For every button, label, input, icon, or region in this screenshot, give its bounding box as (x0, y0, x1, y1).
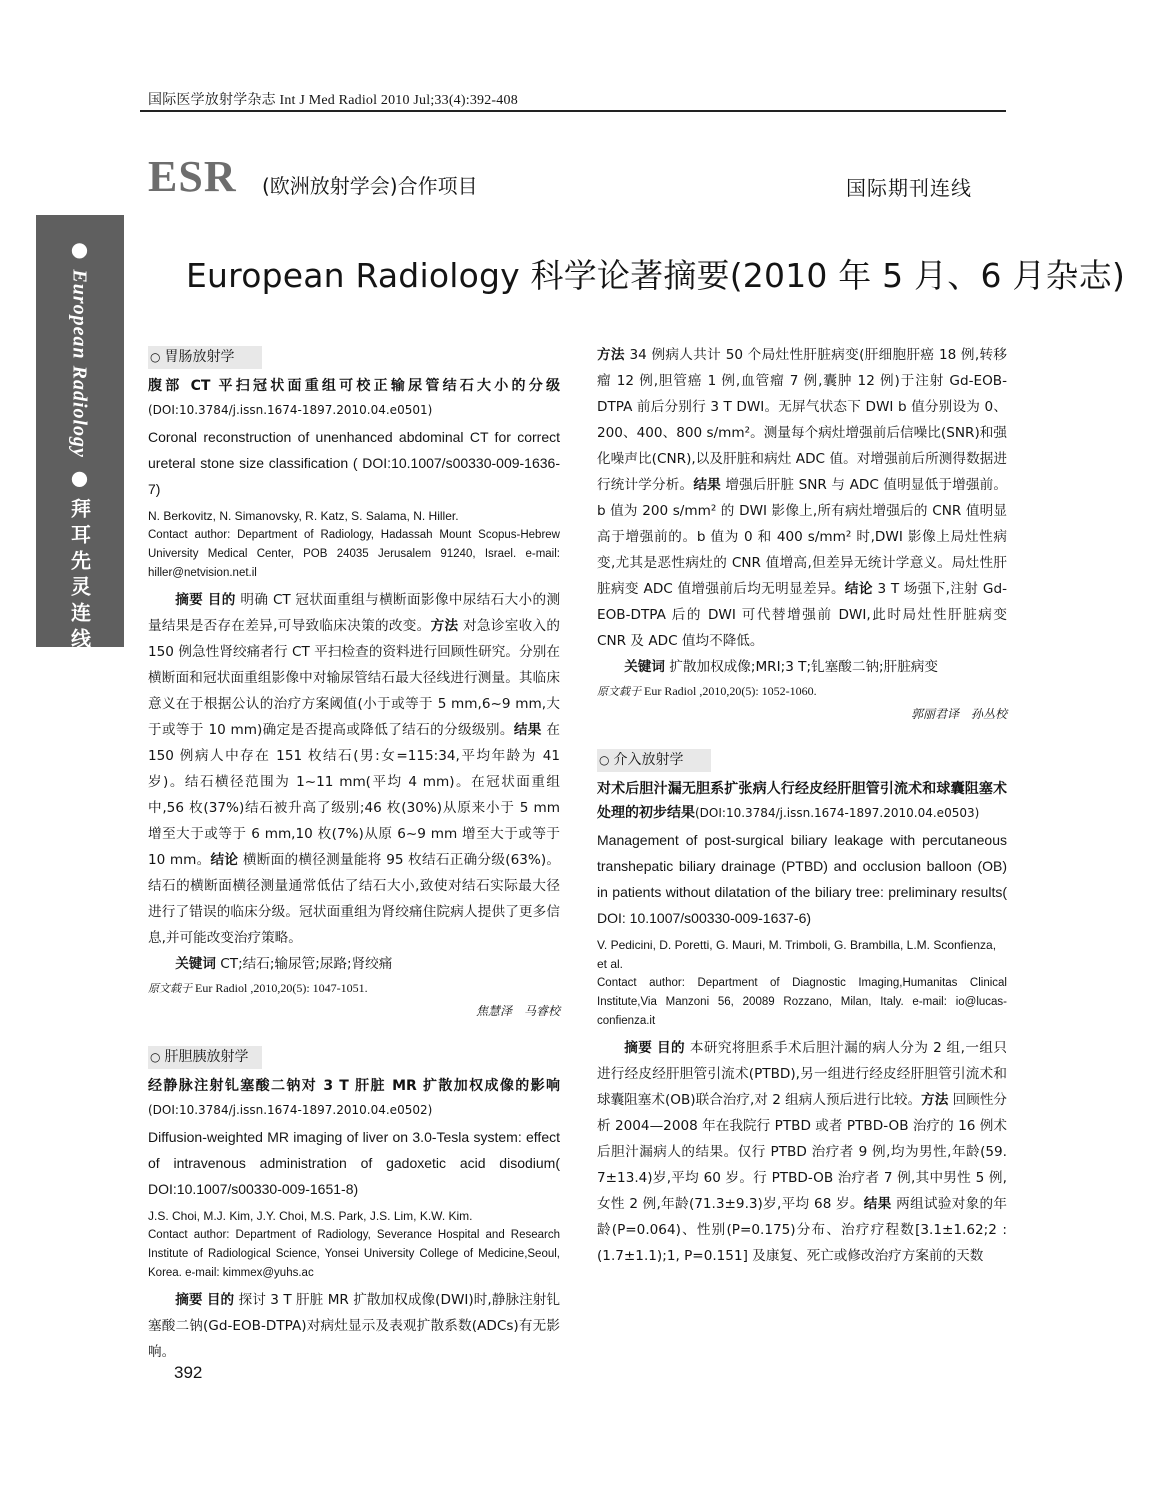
keywords: 关键词 CT;结石;输尿管;尿路;肾绞痛 (175, 956, 393, 972)
esr-logo: ESR (148, 152, 237, 201)
header-rule (140, 110, 1006, 112)
article-continued (597, 342, 1007, 725)
authors: N. Berkovitz, N. Simanovsky, R. Katz, S. Salama, N. Hiller. (148, 509, 459, 523)
translator: 郭丽君译 孙丛校 (910, 707, 1007, 721)
article-title-zh: 对术后胆汁漏无胆系扩张病人行经皮经肝胆管引流术和球囊阻塞术处理的初步结果(DOI:10.3784/j.issn.1674-1897.2010.04.e0503) (597, 781, 1007, 821)
side-tab-chinese: 拜耳先灵连线 (67, 497, 92, 654)
source-citation: 原文载于 Eur Radiol ,2010,20(5): 1052-1060. (597, 684, 817, 698)
article-title-zh: 经静脉注射钆塞酸二钠对 3 T 肝脏 MR 扩散加权成像的影响(DOI:10.3784/j.issn.1674-1897.2010.04.e0502) (148, 1078, 560, 1117)
circle-icon: ○ (150, 1050, 161, 1064)
abstract: 摘要 目的 本研究将胆系手术后胆汁漏的病人分为 2 组,一组只进行经皮经肝胆管引流术(PTBD),另一组进行经皮经肝胆管引流术和球囊阻塞术(OB)联合治疗,对 2 组病人预后进行比较。方法 回顾性分析 2004—2008 年在我院行 PTBD 或者 PTBD-OB 治疗的 16 例术后胆汁漏病人的结果。仅行 PTBD 治疗者 9 例,均为男性,年龄(59. 7±13.4)岁,平均 60 岁。行 PTBD-OB 治疗者 7 例,其中男性 5 例,女性 2 例,年龄(71.3±9.3)岁,平均 68 岁。结果 两组试验对象的年龄(P=0.064)、性别(P=0.175)分布、治疗疗程数[3.1±1.62;2 :(1.7±1.1);1, P=0.151] 及康复、死亡或修改治疗方案前的天数 (597, 1040, 1008, 1264)
contact-author: Contact author: Department of Radiology, Severance Hospital and Research Institute of Radiological Science, Yonsei University College of Medicine,Seoul, Korea. e-mail: kimmex@yuhs.ac (148, 1229, 560, 1279)
article-title-en: Management of post-surgical biliary leakage with percutaneous transhepatic biliary drainage (PTBD) and occlusion balloon (OB) in patients without dilatation of the biliary tree: preliminary results( DOI: 10.1007/s00330-009-1637-6) (597, 832, 1007, 926)
bullet-icon: ● (67, 457, 92, 498)
article (597, 749, 1007, 1269)
page-title: European Radiology 科学论著摘要(2010 年 5 月、6 月杂志) (186, 256, 1126, 295)
side-tab-english: European Radiology (68, 269, 91, 458)
abstract-continued: 方法 34 例病人共计 50 个局灶性肝脏病变(肝细胞肝癌 18 例,转移瘤 12 例,胆管癌 1 例,血管瘤 7 例,囊肿 12 例)于注射 Gd-EOB-DTPA 前后分别行 3 T DWI。无屏气状态下 DWI b 值分别设为 0、200、400、800 s/mm²。测量每个病灶增强前后信噪比(SNR)和强化噪声比(CNR),以及肝脏和病灶 ADC 值。对增强前后所测得数据进行统计学分析。结果 增强后肝脏 SNR 与 ADC 值明显低于增强前。b 值为 200 s/mm² 的 DWI 影像上,所有病灶增强后的 CNR 值明显高于增强前的。b 值为 0 和 400 s/mm² 时,DWI 影像上局灶性病变,尤其是恶性病灶的 CNR 值增高,但差异无统计学意义。局灶性肝脏病变 ADC 值增强前后均无明显差异。结论 3 T 场强下,注射 Gd-EOB-DTPA 后的 DWI 可代替增强前 DWI,此时局灶性肝脏病变 CNR 及 ADC 值均不降低。 (597, 347, 1008, 649)
circle-icon: ○ (599, 753, 610, 767)
side-tab-text (66, 237, 95, 654)
running-head: 国际医学放射学杂志 Int J Med Radiol 2010 Jul;33(4):392-408 (148, 93, 518, 108)
side-tab (36, 215, 124, 654)
section-header: ○ 肝胆胰放射学 (148, 1046, 262, 1069)
abstract: 摘要 目的 探讨 3 T 肝脏 MR 扩散加权成像(DWI)时,静脉注射钆塞酸二钠(Gd-EOB-DTPA)对病灶显示及表观扩散系数(ADCs)有无影响。 (148, 1292, 561, 1360)
right-column (597, 342, 1007, 1269)
section-header: ○ 介入放射学 (597, 749, 711, 772)
article (148, 1046, 560, 1365)
contact-author: Contact author: Department of Diagnostic Imaging,Humanitas Clinical Institute,Via Manzoni 56, 20089 Rozzano, Milan, Italy. e-mail: io@lucas-confienza.it (597, 977, 1007, 1027)
article (148, 346, 560, 1022)
contact-author: Contact author: Department of Radiology, Hadassah Mount Scopus-Hebrew University Medical Center, POB 24035 Jerusalem 91240, Israel. e-mail: hiller@netvision.net.il (148, 529, 560, 579)
section-header: ○ 胃肠放射学 (148, 346, 262, 369)
page-number: 392 (174, 1363, 203, 1382)
circle-icon: ○ (150, 350, 161, 364)
left-column (148, 342, 560, 1365)
bullet-icon: ● (67, 237, 92, 270)
article-title-en: Coronal reconstruction of unenhanced abdominal CT for correct ureteral stone size classification ( DOI:10.1007/s00330-009-1636-7) (148, 429, 560, 497)
source-citation: 原文载于 Eur Radiol ,2010,20(5): 1047-1051. (148, 981, 368, 995)
authors: J.S. Choi, M.J. Kim, J.Y. Choi, M.S. Park, J.S. Lim, K.W. Kim. (148, 1209, 473, 1223)
column-name: 国际期刊连线 (846, 176, 972, 200)
article-title-en: Diffusion-weighted MR imaging of liver on 3.0-Tesla system: effect of intravenous administration of gadoxetic acid disodium( DOI:10.1007/s00330-009-1651-8) (148, 1129, 560, 1197)
translator: 焦慧泽 马睿校 (475, 1004, 560, 1018)
article-title-zh: 腹部 CT 平扫冠状面重组可校正输尿管结石大小的分级(DOI:10.3784/j.issn.1674-1897.2010.04.e0501) (148, 378, 560, 417)
keywords: 关键词 扩散加权成像;MRI;3 T;钆塞酸二钠;肝脏病变 (624, 659, 938, 675)
esr-subtitle: (欧洲放射学会)合作项目 (262, 174, 478, 198)
abstract: 摘要 目的 明确 CT 冠状面重组与横断面影像中尿结石大小的测量结果是否存在差异,可导致临床决策的改变。方法 对急诊室收入的 150 例急性肾绞痛者行 CT 平扫检查的资料进行回顾性研究。分别在横断面和冠状面重组影像中对输尿管结石最大径线进行测量。其临床意义在于根据公认的治疗方案阈值(小于或等于 5 mm,6~9 mm,大于或等于 10 mm)确定是否提高或降低了结石的分级级别。结果 在 150 例病人中存在 151 枚结石(男:女=115:34,平均年龄为 41 岁)。结石横径范围为 1~11 mm(平均 4 mm)。在冠状面重组中,56 枚(37%)结石被升高了级别;46 枚(30%)从原来小于 5 mm 增至大于或等于 6 mm,10 枚(7%)从原 6~9 mm 增至大于或等于 10 mm。结论 横断面的横径测量能将 95 枚结石正确分级(63%)。结石的横断面横径测量通常低估了结石大小,致使对结石实际最大径进行了错误的临床分级。冠状面重组为肾绞痛住院病人提供了更多信息,并可能改变治疗策略。 (148, 592, 561, 946)
authors: V. Pedicini, D. Poretti, G. Mauri, M. Trimboli, G. Brambilla, L.M. Sconfienza, et al. (597, 938, 997, 971)
